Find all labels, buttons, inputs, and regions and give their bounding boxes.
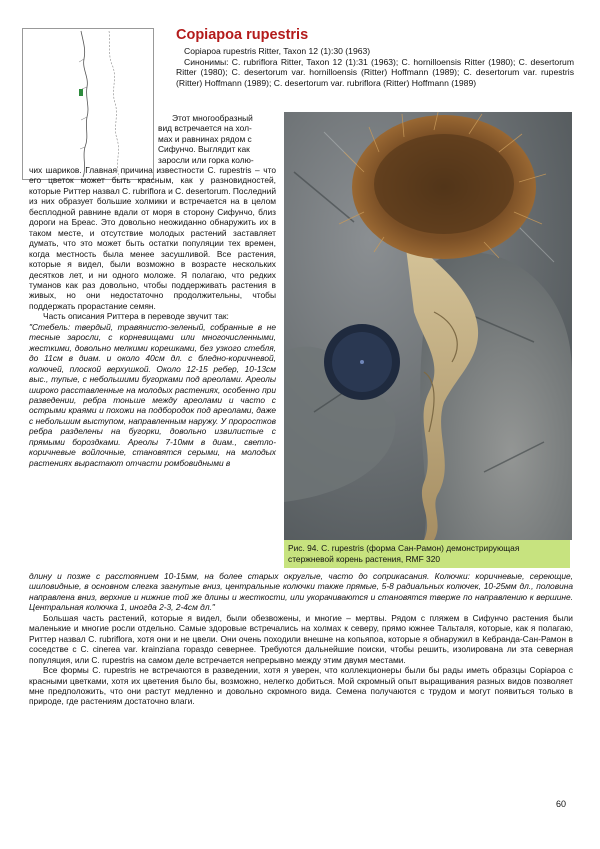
left-column: [29, 165, 276, 468]
plant-photo: [284, 112, 572, 540]
paragraph-1-head: [158, 113, 276, 165]
p1-line-2: вид встречается на хол-: [158, 123, 252, 134]
p1-line-5: заросли или горка колю-: [158, 154, 254, 165]
p1-line-1: Этот многообразный: [172, 113, 253, 123]
synonyms-block: [176, 46, 574, 88]
p1-line-4: Сифунчо. Выглядит как: [158, 144, 250, 155]
map-outline-icon: [23, 29, 153, 179]
paragraph-3: Большая часть растений, которые я видел, были обезвожены, и многие – мертвы. Рядом с пляжем в Сифунчо растения были маленькие и многие росли отдельно. Самые здоровые встречались на холмах к северу, прямо южнее Тальталя, которые, как я полагаю, Риттер назвал C. rubriflora, хотя они и не цвели. Они очень походили внешне на копьяпоа, которые я обнаружил в Кебранда-Сан-Рамон в соседстве с C. cinerea var. krainziana гораздо севернее. Требуются дальнейшие поиски, чтобы решить, изолирована ли эта северная популяция, или C. rupestris на самом деле встречается непрерывно между этим двумя местами.: [29, 612, 573, 665]
photo-image: [284, 112, 572, 540]
author-citation: Copiapoa rupestris Ritter, Taxon 12 (1):30 (1963): [184, 46, 371, 56]
habitat-marker: [79, 89, 83, 96]
synonyms-list: Синонимы: C. rubriflora Ritter, Taxon 12 (1):31 (1963); C. hornilloensis Ritter (1980); C. desertorum Ritter (1980); C. desertorum var. hornilloensis (Ritter) Hoffmann (1989); C. desertorum var. rupestris (Ritter) Hoffmann (1989); C. desertorum var. rubriflora (Ritter) Hoffmann (1989): [176, 56, 574, 88]
paragraph-4: Все формы C. rupestris не встречаются в разведении, хотя я уверен, что коллекционеры были бы рады иметь образцы Copiapoa с красными цветками, хотя их цветения было бы, возможно, нелегко добиться. Мой скромный опыт выращивания разных видов позволяет мне предположить, что они растут медленно и довольно скромного вида. Семена получаются с трудом и могут появиться только в природе, где растениям достаточно влаги.: [29, 665, 573, 707]
species-title: Copiapoa rupestris: [176, 27, 309, 43]
figure-caption: Рис. 94. C. rupestris (форма Сан-Рамон) демонстрирующая стержневой корень растения, RMF 320: [284, 540, 570, 568]
distribution-map: [22, 28, 154, 180]
ritter-quote-column: "Стебель: твердый, травянисто-зеленый, собранные в не тесные заросли, с корневищами или многочисленными, жесткими, довольно мелкими корешками, без узкого стебля, до 11см в диам. и около 40см дл. с бледно-коричневой, колючей, плоской верхушкой. Около 12-15 ребер, 10-13см выс., тупые, с небольшими бугорками под ареолами. Ареолы широко расставленные на молодых растениях, особенно при разведении, ребра тоньше между ареолами и часто с острыми краями и похожи на подбородок под ареолами, даже с небольшим выступом, направленным наружу. У проростков ребра разделены на бугорки, довольно извилистые с прямыми бороздками. Ареолы 7-10мм в диам., светло-коричневые войлочные, становятся серыми, на молодых растениях вырастают отчасти ромбовидными в: [29, 321, 276, 468]
full-width-text: [29, 571, 573, 707]
p1-line-3: мах и равнинах рядом с: [158, 133, 252, 144]
page-number: 60: [556, 799, 567, 809]
paragraph-2-intro: Часть описания Риттера в переводе звучит так:: [43, 311, 229, 322]
ritter-quote-continued: длину и позже с расстоянием 10-15мм, на более старых округлые, часто до соприкасания. Колючки: коричневые, серeющие, шиловидные, в основном слегка загнутые вниз, центральные колючки также прямые, 5-8 радиальных колючек, 10-25мм дл., половина направлена вниз, верхние и нижние той же длины и жесткости, или укорачиваются и становятся тверже по направлению к вершине. Центральная колючка 1, иногда 2-3, 2-4см дл.": [29, 571, 573, 613]
paragraph-1-body: чих шариков. Главная причина известности C. rupestris – что его цветок может быть красным, как у разновидностей, которые Риттер назвал C. rubriflora и C. desertorum. Последний из них образует большие холмики и встречается на в целом бесплодной равнине вдали от моря в сторону Сифунчо, близ дороги на Бреас. Это довольно неожиданно обнаружить их в таком месте, и отсутствие молодых растений заставляет думать, что это может быть остатки популяции тех времен, когда местность была менее засушливой. Все растения, которые я видел, были возможно в возрасте нескольких десятков лет, и ни одного моложе. Я полагаю, что редких туманов как раз довольно, чтобы поддерживать растения в живых, но они недостаточно продолжительны, чтобы поддержать прорастание семян.: [29, 165, 276, 311]
